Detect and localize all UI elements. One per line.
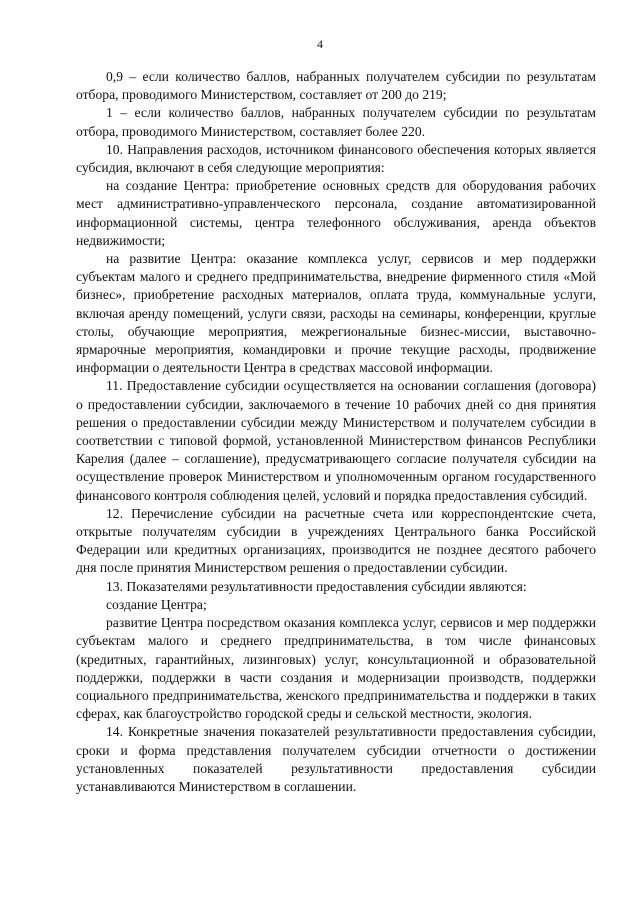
paragraph-center-development: на развитие Центра: оказание комплекса услуг, сервисов и мер поддержки субъектам малого и среднего предпринимательства, внедрение фирменного стиля «Мой бизнес», приобретение расходных материалов, оплата труда, коммунальные услуги, включая аренду помещений, услуги связи, расходы на семинары, конференции, круглые столы, обучающие мероприятия, межрегиональные бизнес-миссии, выставочно-ярмарочные мероприятия, командировки и прочие текущие расходы, продвижение информации о деятельности Центра в средствах массовой информации.: [76, 251, 596, 376]
document-body: [76, 68, 596, 796]
paragraph-indicator-creation: создание Центра;: [106, 596, 207, 612]
page-number: 4: [317, 37, 323, 51]
paragraph-14-values: 14. Конкретные значения показателей результативности предоставления субсидии, сроки и форма представления получателем субсидии отчетности о достижении установленных показателей результативности предоставления субсидии устанавливаются Министерством в соглашении.: [76, 724, 596, 794]
paragraph-indicator-development: развитие Центра посредством оказания комплекса услуг, сервисов и мер поддержки субъектам малого и среднего предпринимательства, в том числе финансовых (кредитных, гарантийных, лизинговых) услуг, консультационной и образовательной поддержки, поддержки в части создания и модернизации производств, поддержки социального предпринимательства, женского предпринимательства и поддержки в таких сферах, как благоустройство городской среды и сельской местности, экология.: [76, 615, 596, 722]
paragraph-center-creation: на создание Центра: приобретение основных средств для оборудования рабочих мест административно-управленческого персонала, создание автоматизированной информационной системы, центра телефонного обслуживания, аренда объектов недвижимости;: [76, 178, 596, 248]
paragraph-11-agreement: 11. Предоставление субсидии осуществляется на основании соглашения (договора) о предоставлении субсидии, заключаемого в течение 10 рабочих дней со дня принятия решения о предоставлении субсидии между Министерством и получателем субсидии в соответствии с типовой формой, установленной Министерством финансов Республики Карелия (далее – соглашение), предусматривающего согласие получателя субсидии на осуществление проверок Министерством и уполномоченным органом государственного финансового контроля соблюдения целей, условий и порядка предоставления субсидий.: [76, 378, 596, 503]
paragraph-coefficient-1: 1 – если количество баллов, набранных получателем субсидии по результатам отбора, проводимого Министерством, составляет более 220.: [76, 105, 596, 139]
paragraph-coefficient-09: 0,9 – если количество баллов, набранных получателем субсидии по результатам отбора, проводимого Министерством, составляет от 200 до 219;: [76, 69, 596, 103]
paragraph-13-indicators: 13. Показателями результативности предоставления субсидии являются:: [106, 578, 527, 594]
paragraph-12-transfer: 12. Перечисление субсидии на расчетные счета или корреспондентские счета, открытые получателям субсидии в учреждениях Центрального банка Российской Федерации или кредитных организациях, производится не позднее десятого рабочего дня после принятия Министерством решения о предоставлении субсидии.: [76, 505, 596, 576]
paragraph-10-expense-directions: 10. Направления расходов, источником финансового обеспечения которых является субсидия, включают в себя следующие мероприятия:: [76, 141, 596, 176]
